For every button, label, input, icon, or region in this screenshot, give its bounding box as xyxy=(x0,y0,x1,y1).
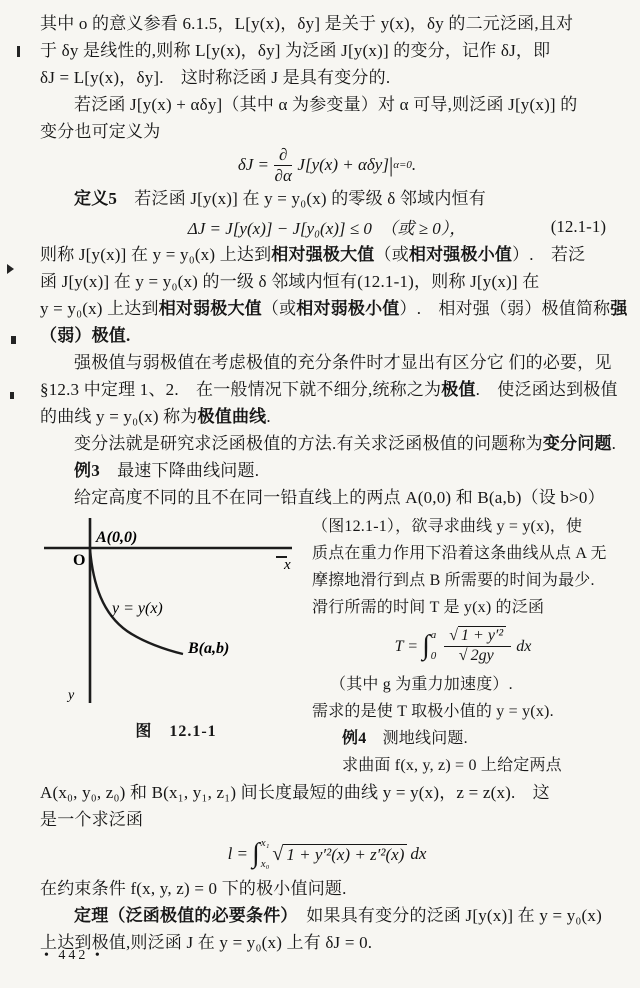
fraction-denominator xyxy=(459,647,497,665)
scan-artifact xyxy=(11,336,16,344)
y-axis-label: y xyxy=(68,688,75,703)
scan-artifact xyxy=(17,46,20,57)
seg: 的曲线 y = y₀(x) 称为 xyxy=(40,407,198,426)
bold-term: 相对强极大值 xyxy=(271,245,375,264)
text-line xyxy=(40,376,618,403)
theorem-line xyxy=(40,902,614,929)
definition-5-text: 若泛函 J[y(x)] 在 y = y₀(x) 的零级 δ 邻域内恒有 xyxy=(117,189,486,208)
bold-term: 相对强极小值 xyxy=(408,245,513,264)
bold-term: 相对弱极大值 xyxy=(158,299,262,318)
figure-plot xyxy=(40,513,312,711)
seg: . xyxy=(266,407,271,426)
fraction xyxy=(444,628,511,665)
seg: （或 xyxy=(261,299,297,318)
text-line: 需求的是使 T 取极小值的 y = y(x). xyxy=(312,703,554,720)
text-line: （弱）极值. xyxy=(40,326,131,345)
integral-limits xyxy=(261,838,270,870)
radicand: 2gy xyxy=(468,646,497,664)
text-line xyxy=(40,430,617,457)
eq-rhs: J[y(x) + αδy] xyxy=(297,155,389,174)
integral-limits xyxy=(431,630,437,662)
upper-limit: a xyxy=(430,629,437,641)
text-line: δJ = L[y(x)，δy]. 这时称泛函 J 是具有变分的. xyxy=(40,68,391,87)
equation-T-functional xyxy=(312,621,614,671)
text-line: 质点在重力作用下沿着这条曲线从点 A 无 xyxy=(312,545,607,562)
equation-number: (12.1-1) xyxy=(550,217,606,236)
point-A-label: A(0,0) xyxy=(96,529,138,546)
text-line: 强极值与弱极值在考虑极值的充分条件时才显出有区分它 们的必要，见 xyxy=(74,353,612,372)
text-line xyxy=(40,403,614,430)
seg: y = y₀(x) 上达到 xyxy=(40,299,159,318)
seg: （或 xyxy=(374,245,409,264)
right-text-column xyxy=(312,513,614,779)
equation-12-1-1 xyxy=(40,212,614,241)
seg: ）. 相对强（弱）极值简称 xyxy=(399,299,611,318)
text-line: 函 J[y(x)] 在 y = y₀(x) 的一级 δ 邻域内恒有(12.1-1)，则称 J[y(x)] 在 xyxy=(40,272,540,291)
eq-lhs: l = xyxy=(227,844,249,863)
theorem-text: 如果具有变分的泛函 J[y(x)] 在 y = y₀(x) xyxy=(289,906,602,925)
theorem-label: 定理（泛函极值的必要条件） xyxy=(74,906,290,925)
text-line: 求曲面 f(x, y, z) = 0 上给定两点 xyxy=(342,757,562,774)
lower-limit: 0 xyxy=(430,650,437,662)
text-line: 摩擦地滑行到点 B 所需要的时间为最少. xyxy=(312,572,595,589)
seg: ）. 若泛 xyxy=(512,245,586,264)
equation-arc-length xyxy=(40,833,614,875)
example-4-label: 例4 xyxy=(342,730,367,747)
text-line: 若泛函 J[y(x) + αδy]（其中 α 为参变量）对 α 可导,则泛函 J[y(x)] 的 xyxy=(74,95,578,114)
origin-label: O xyxy=(73,552,86,569)
definition-5-line xyxy=(40,185,614,212)
point-B-label: B(a,b) xyxy=(188,640,230,657)
text-line: 滑行所需的时间 T 是 y(x) 的泛函 xyxy=(312,599,545,616)
example-4-title: 测地线问题. xyxy=(366,730,468,747)
integral-sign: ∫ xyxy=(252,838,260,869)
text-line: （图12.1-1），欲寻求曲线 y = y(x)，使 xyxy=(312,518,583,535)
text-line: 在约束条件 f(x, y, z) = 0 下的极小值问题. xyxy=(40,879,347,898)
bold-term: 极值曲线 xyxy=(197,407,267,426)
equation-variation-definition xyxy=(40,145,614,185)
upper-limit: x₁ xyxy=(260,837,270,849)
fraction-denominator: ∂α xyxy=(274,165,292,185)
figure-and-text-columns xyxy=(40,513,614,779)
text-line: A(x₀, y₀, z₀) 和 B(x₁, y₁, z₁) 间长度最短的曲线 y = y(x)，z = z(x). 这 xyxy=(40,783,550,802)
bold-term: 相对弱极小值 xyxy=(296,299,400,318)
scan-artifact xyxy=(10,392,14,399)
eq-tail: dx xyxy=(410,844,427,863)
radicand: 1 + y′²(x) + z′²(x) xyxy=(283,844,407,865)
bold-term: 极值 xyxy=(441,380,476,399)
radical-sign: √ xyxy=(449,626,459,644)
eq-period: . xyxy=(411,155,417,174)
text-line: 上达到极值,则泛函 J 在 y = y₀(x) 上有 δJ = 0. xyxy=(40,933,373,952)
radical-sign: √ xyxy=(458,646,468,664)
text-line: 变分也可定义为 xyxy=(40,122,161,141)
bold-term: 强 xyxy=(610,299,628,318)
bold-term: 变分问题 xyxy=(542,434,612,453)
figure-12-1-1 xyxy=(40,513,312,779)
page-number: • 442 • xyxy=(44,948,103,963)
example-4-line xyxy=(312,725,614,752)
evaluation-subscript: α=0 xyxy=(393,159,412,171)
eq-tail: dx xyxy=(516,637,532,655)
evaluation-bar: | xyxy=(388,152,394,177)
lower-limit: x₀ xyxy=(260,858,270,870)
seg: . xyxy=(611,434,617,453)
definition-5-label: 定义5 xyxy=(74,189,118,208)
radical-sign: √ xyxy=(272,842,284,865)
seg: 则称 J[y(x)] 在 y = y₀(x) 上达到 xyxy=(40,245,272,264)
scan-artifact xyxy=(7,264,14,274)
seg: 变分法就是研究求泛函极值的方法.有关求泛函极值的问题称为 xyxy=(74,434,543,453)
text-line: 是一个求泛函 xyxy=(40,810,144,829)
example-3-line xyxy=(40,457,614,484)
example-3-label: 例3 xyxy=(74,461,100,480)
seg: . 使泛函达到极值 xyxy=(475,380,618,399)
eq-lhs: T = xyxy=(394,637,419,655)
text-line: 于 δy 是线性的,则称 L[y(x)，δy] 为泛函 J[y(x)] 的变分，记作 δJ，即 xyxy=(40,41,551,60)
text-line: （其中 g 为重力加速度）. xyxy=(330,676,513,693)
fraction xyxy=(274,146,292,185)
text-line: 给定高度不同的且不在同一铅直线上的两点 A(0,0) 和 B(a,b)（设 b>0） xyxy=(74,488,605,507)
curve-label: y = y(x) xyxy=(112,600,163,617)
text-line xyxy=(40,241,614,268)
eq-lhs: δJ = xyxy=(237,155,270,174)
caption-text: 图 12.1-1 xyxy=(135,723,217,740)
integral-sign: ∫ xyxy=(422,630,430,661)
fraction-numerator xyxy=(444,628,511,647)
x-axis-label: x xyxy=(284,557,291,573)
figure-caption xyxy=(40,718,312,741)
eq-body: ΔJ = J[y(x)] − J[y₀(x)] ≤ 0 （或 ≥ 0）， xyxy=(187,219,467,238)
text-line xyxy=(40,295,628,322)
seg: §12.3 中定理 1、2. 在一般情况下就不细分,统称之为 xyxy=(40,380,442,399)
text-line: 其中 o 的意义参看 6.1.5，L[y(x)，δy] 是关于 y(x)，δy 的二元泛函,且对 xyxy=(40,14,574,33)
fraction-numerator: ∂ xyxy=(274,146,292,166)
radicand: 1 + y′² xyxy=(458,626,506,644)
example-3-title: 最速下降曲线问题. xyxy=(99,461,260,480)
